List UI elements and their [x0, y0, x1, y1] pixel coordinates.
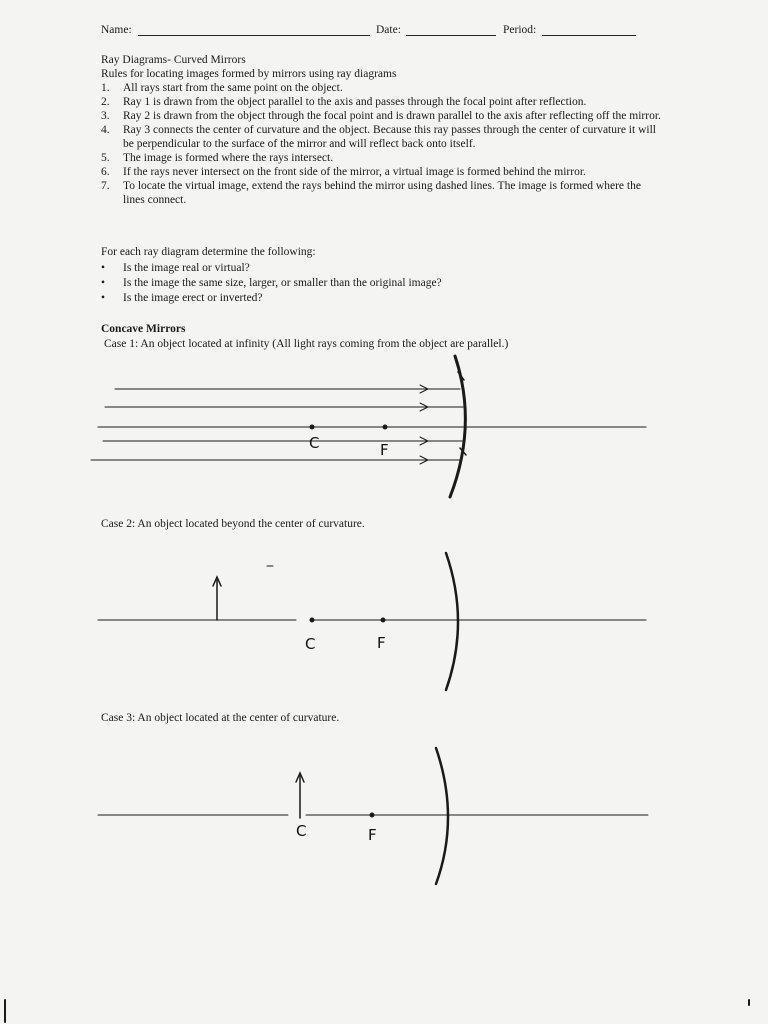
rule-text: Ray 3 connects the center of curvature and the object. Because this ray passes through the center of curvature it will be perpendicular to the surface of the mirror and will reflect back onto itself. [123, 124, 656, 150]
focal-point [370, 813, 374, 817]
question-text: Is the image erect or inverted? [123, 292, 263, 304]
questions-intro: For each ray diagram determine the following: [101, 246, 316, 258]
rule-number: 7. [101, 180, 110, 192]
rule-text: If the rays never intersect on the front side of the mirror, a virtual image is formed behind the mirror. [123, 166, 586, 178]
rule-number: 5. [101, 152, 110, 164]
rule-text: Ray 1 is drawn from the object parallel to the axis and passes through the focal point after reflection. [123, 96, 587, 108]
rule-text: The image is formed where the rays intersect. [123, 152, 334, 164]
rule-text: All rays start from the same point on the object. [123, 82, 343, 94]
rule-number: 6. [101, 166, 110, 178]
c-label: C [309, 434, 320, 452]
rule-number: 2. [101, 96, 110, 108]
case-3-diagram [98, 748, 648, 884]
rule-number: 4. [101, 124, 110, 136]
rule-text: To locate the virtual image, extend the rays behind the mirror using dashed lines. The image is formed where the lines connect. [123, 180, 641, 206]
name-label: Name: [101, 24, 132, 36]
case-3-caption: Case 3: An object located at the center of curvature. [101, 712, 340, 724]
rule-number: 3. [101, 110, 110, 122]
focal-point [383, 425, 387, 429]
case-2-diagram [98, 553, 646, 690]
f-label: F [380, 441, 389, 459]
c-label: C [296, 822, 307, 840]
focal-point [381, 618, 385, 622]
question-text: Is the image the same size, larger, or smaller than the original image? [123, 277, 442, 289]
section-title: Concave Mirrors [101, 323, 186, 335]
case-1-diagram [91, 356, 646, 497]
case-1-caption: Case 1: An object located at infinity (All light rays coming from the object are parallel.) [104, 338, 509, 350]
center-of-curvature-point [310, 425, 314, 429]
c-label: C [305, 635, 316, 653]
date-label: Date: [376, 24, 401, 36]
f-label: F [377, 634, 386, 652]
rule-number: 1. [101, 82, 110, 94]
case-2-caption: Case 2: An object located beyond the center of curvature. [101, 518, 365, 530]
f-label: F [368, 826, 377, 844]
concave-mirror-2 [446, 553, 458, 690]
question-text: Is the image real or virtual? [123, 262, 250, 274]
period-label: Period: [503, 24, 537, 36]
concave-mirror-3 [436, 748, 448, 884]
bullet-icon: • [101, 277, 106, 289]
bullet-icon: • [101, 262, 106, 274]
rules-intro: Rules for locating images formed by mirrors using ray diagrams [101, 68, 397, 80]
center-of-curvature-point [310, 618, 314, 622]
rule-text: Ray 2 is drawn from the object through the focal point and is drawn parallel to the axis after reflecting off the mirror. [123, 110, 661, 122]
bullet-icon: • [101, 292, 106, 304]
worksheet-title: Ray Diagrams- Curved Mirrors [101, 54, 246, 66]
